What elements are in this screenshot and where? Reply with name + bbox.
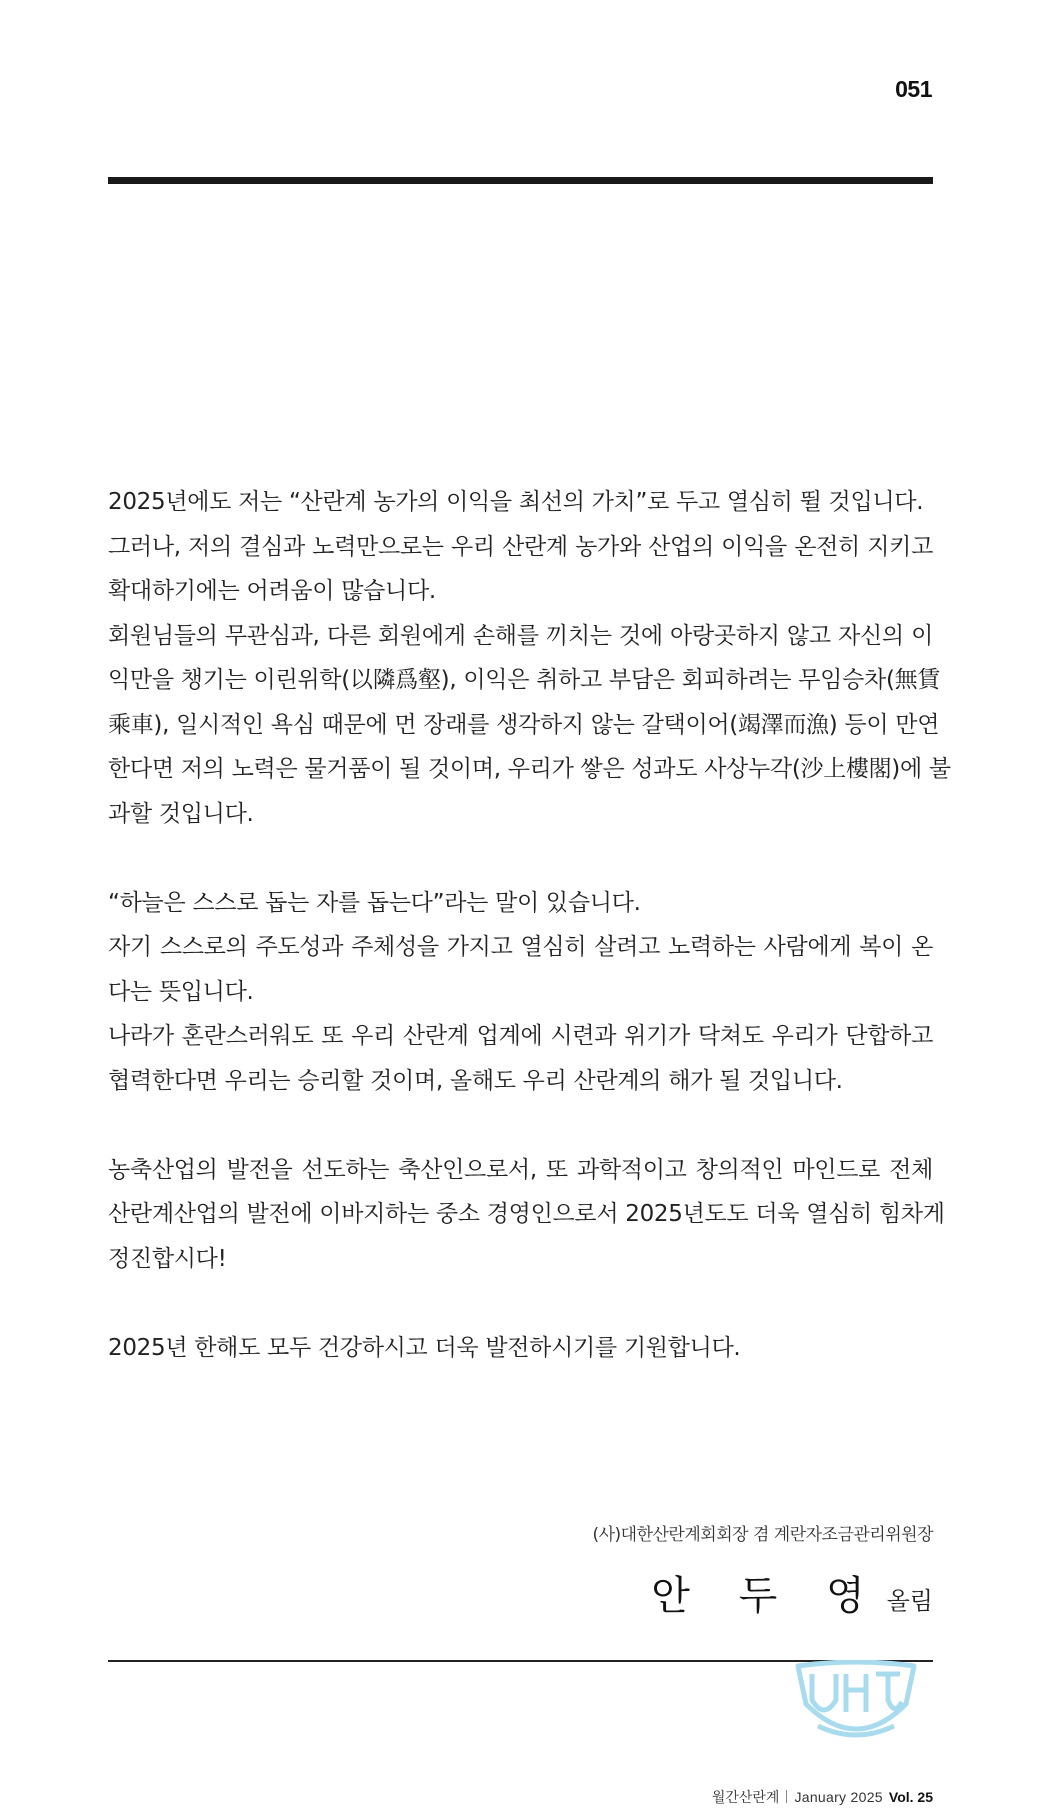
text-line: “하늘은 스스로 돕는 자를 돕는다”라는 말이 있습니다. [108, 889, 641, 916]
text-line: 乘車), 일시적인 욕심 때문에 먼 장래를 생각하지 않는 갈택이어(竭澤而漁) 등이 만연 [108, 711, 940, 738]
paragraph-2 [108, 881, 933, 1104]
text-line: 산란계산업의 발전에 이바지하는 중소 경영인으로서 2025년도도 더욱 열심히 힘차게 [108, 1201, 945, 1227]
paragraph-gap [108, 1281, 933, 1326]
text-line: 나라가 혼란스러워도 또 우리 산란계 업계에 시련과 위기가 닥쳐도 우리가 단합하고 [108, 1023, 933, 1049]
paragraph-3 [108, 1148, 945, 1282]
footer-volume: Vol. 25 [888, 1789, 933, 1805]
text-line: 다는 뜻입니다. [108, 978, 254, 1005]
top-rule [108, 177, 933, 184]
text-line: 확대하기에는 어려움이 많습니다. [108, 578, 436, 604]
footer-divider [786, 1790, 787, 1803]
text-line: 자기 스스로의 주도성과 주체성을 가지고 열심히 살려고 노력하는 사람에게 복이 온 [108, 934, 933, 960]
text-line: 2025년에도 저는 “산란계 농가의 이익을 최선의 가치”로 두고 열심히 뛸 것입니다. [108, 489, 924, 515]
page-number: 051 [895, 76, 932, 102]
footer [712, 1787, 933, 1807]
footer-date: January 2025 [794, 1789, 883, 1805]
paragraph-gap [108, 836, 933, 881]
signature-name: 안 두 영 [651, 1573, 883, 1619]
paragraph-4 [108, 1326, 933, 1371]
text-line: 그러나, 저의 결심과 노력만으로는 우리 산란계 농가와 산업의 이익을 온전히 지키고 [108, 533, 933, 560]
footer-magazine: 월간산란계 [711, 1790, 780, 1806]
text-line: 2025년 한해도 모두 건강하시고 더욱 발전하시기를 기원합니다. [108, 1334, 741, 1361]
text-line: 회원님들의 무관심과, 다른 회원에게 손해를 끼치는 것에 아랑곳하지 않고 자신의 이 [108, 622, 933, 649]
paragraph-gap [108, 1103, 933, 1148]
signature-organization: (사)대한산란계회회장 겸 계란자조금관리위원장 [592, 1525, 933, 1545]
paragraph-1 [108, 480, 951, 836]
emblem-icon [788, 1660, 924, 1746]
signature-suffix: 올림 [886, 1587, 933, 1615]
letter-body [108, 480, 951, 1370]
emblem-graphic [788, 1660, 924, 1746]
text-line: 익만을 챙기는 이린위학(以隣爲壑), 이익은 취하고 부담은 회피하려는 무임승차(無賃 [108, 667, 941, 693]
signature [651, 1564, 933, 1621]
text-line: 과할 것입니다. [108, 800, 254, 827]
text-line: 농축산업의 발전을 선도하는 축산인으로서, 또 과학적이고 창의적인 마인드로 전체 [108, 1156, 933, 1183]
text-line: 정진합시다! [108, 1245, 227, 1272]
text-line: 한다면 저의 노력은 물거품이 될 것이며, 우리가 쌓은 성과도 사상누각(沙上樓閣)에 불 [108, 756, 951, 782]
text-line: 협력한다면 우리는 승리할 것이며, 올해도 우리 산란계의 해가 될 것입니다. [108, 1067, 843, 1094]
